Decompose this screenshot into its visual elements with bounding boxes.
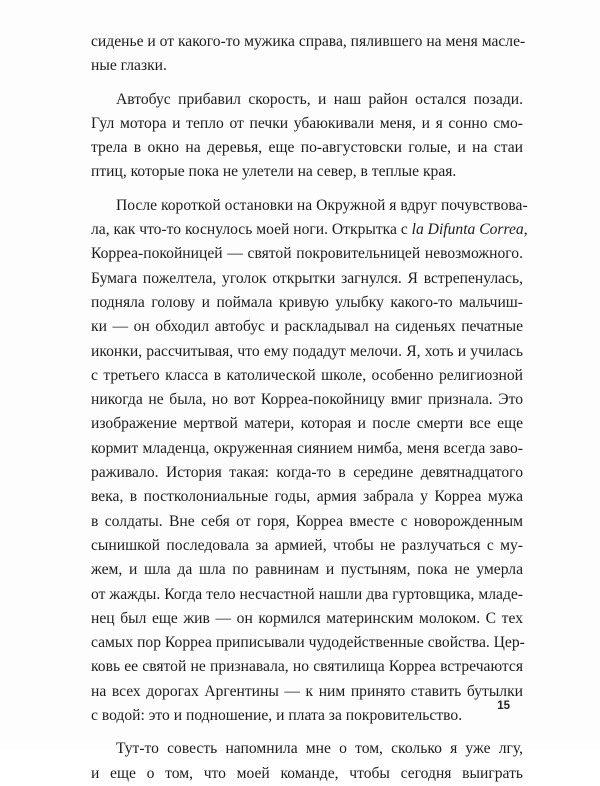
italic-title: la Difunta Correa <box>411 221 524 239</box>
text-line: Бумага пожелтела, уголок открытки загнулся. Я встрепенулась, <box>91 269 523 287</box>
text-line: Автобус прибавил скорость, и наш район остался позади. <box>116 90 523 108</box>
text-line: с третьего класса в католической школе, особенно религиозной <box>91 366 523 384</box>
text-span: ла, как что-то коснулось моей ноги. Открытка с <box>91 221 412 239</box>
text-line: раживало. История такая: когда-то в середине девятнадцатого <box>91 464 523 482</box>
text-line: кормит младенца, окруженная сиянием нимба, меня всегда заво- <box>91 439 523 457</box>
text-line: века, в постколониальные годы, армия забрала у Корреа мужа <box>91 488 523 506</box>
text-line: Тут-то совесть напомнила мне о том, сколько я уже лгу, <box>116 740 523 758</box>
text-span: , <box>523 221 528 239</box>
text-line: никогда не была, но вот Корреа-покойницу вмиг признала. Это <box>91 391 523 409</box>
text-line: на всех дорогах Аргентины — к ним принято ставить бутылки <box>91 682 523 700</box>
text-line: от жажды. Когда тело несчастной нашли два гуртовщика, младе- <box>91 585 523 603</box>
text-line: ки — он обходил автобус и раскладывал на сиденьях печатные <box>91 318 523 336</box>
text-line: иконки, рассчитывая, что ему подадут мелочи. Я, хоть и училась <box>91 342 523 360</box>
text-line: жем, и шла да шла по равнинам и пустыням, пока не умерла <box>91 561 523 579</box>
text-line: Гул мотора и тепло от печки убаюкивали меня, и я сонно смо- <box>91 114 523 132</box>
text-line <box>91 218 528 242</box>
text-line: и еще о том, что моей команде, чтобы сегодня выиграть <box>91 764 523 782</box>
text-line: Корреа-покойницей — святой покровительницей невозможного. <box>91 245 523 263</box>
text-line: трела в окно на деревья, еще по-августовски голые, и на стаи <box>91 139 523 157</box>
text-line: с водой: это и подношение, и плата за покровительство. <box>91 707 463 725</box>
text-line: в солдаты. Вне себя от горя, Корреа вместе с новорожденным <box>91 512 523 530</box>
page-number: 15 <box>497 700 510 712</box>
text-line: нец был еще жив — он кормился материнским молоком. С тех <box>91 609 523 627</box>
text-line: изображение мертвой матери, которая и после смерти все еще <box>91 415 523 433</box>
body-text <box>91 30 528 786</box>
text-line: сиденье и от какого-то мужика справа, пялившего на меня масле- <box>91 33 526 50</box>
text-line: После короткой остановки на Окружной я вдруг почувствова- <box>116 196 528 214</box>
text-line: птиц, которые пока не улетели на север, в теплые края. <box>91 163 457 181</box>
text-line: ные глазки. <box>91 57 167 75</box>
text-line: самых пор Корреа приписывали чудодейственные свойства. Цер- <box>91 634 525 652</box>
text-line: сынишкой последовала за армией, чтобы не разлучаться с му- <box>91 536 523 554</box>
text-line: подняла голову и поймала кривую улыбку какого-то мальчиш- <box>91 293 523 311</box>
text-line: ковь ее святой не признавала, но святилища Корреа встречаются <box>91 658 523 676</box>
